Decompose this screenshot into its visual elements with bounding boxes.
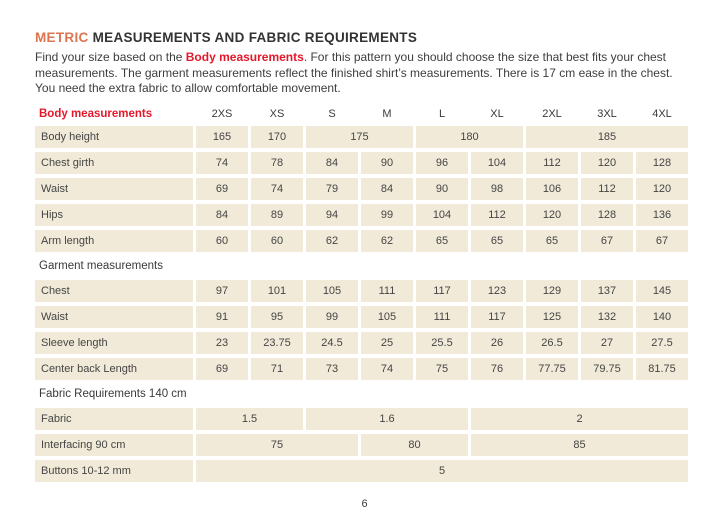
value-cell: 71 [251, 358, 303, 380]
value-cell: 185 [526, 126, 688, 148]
value-cell: 98 [471, 178, 523, 200]
section-row [35, 256, 688, 276]
value-cell: 73 [306, 358, 358, 380]
intro-bold-phrase: Body measurements [185, 50, 304, 64]
row-label: Chest [35, 280, 193, 302]
value-cell: 69 [196, 178, 248, 200]
value-cell: 175 [306, 126, 413, 148]
size-header: L [438, 108, 446, 120]
value-cell: 117 [471, 306, 523, 328]
value-cell: 105 [306, 280, 358, 302]
size-header: 2XS [211, 108, 233, 120]
value-cell: 27 [581, 332, 633, 354]
table-row [35, 152, 688, 174]
value-cell: 104 [471, 152, 523, 174]
value-cell: 76 [471, 358, 523, 380]
section-row [35, 384, 688, 404]
value-cell: 101 [251, 280, 303, 302]
value-cell: 74 [251, 178, 303, 200]
value-cell: 78 [251, 152, 303, 174]
value-cell: 74 [196, 152, 248, 174]
value-cell: 104 [416, 204, 468, 226]
page-title [35, 30, 695, 45]
value-cell: 26 [471, 332, 523, 354]
value-cell: 24.5 [306, 332, 358, 354]
value-cell: 96 [416, 152, 468, 174]
row-label: Waist [35, 306, 193, 328]
value-cell: 23 [196, 332, 248, 354]
value-cell: 120 [636, 178, 688, 200]
intro-text-after: . For this pattern you should choose the size that best fits your chest measurements. The garment measurements reflect the finished shirt’s measurements. There is 17 cm ease in the chest. You need the extra fabric to allow comfortable movement. [35, 50, 673, 95]
value-cell: 62 [306, 230, 358, 252]
value-cell: 60 [196, 230, 248, 252]
size-header: XL [490, 108, 504, 120]
row-label: Arm length [35, 230, 193, 252]
value-cell: 99 [361, 204, 413, 226]
value-cell: 125 [526, 306, 578, 328]
value-cell: 90 [361, 152, 413, 174]
section-title: Garment measurements [39, 259, 163, 272]
value-cell: 79.75 [581, 358, 633, 380]
value-cell: 120 [526, 204, 578, 226]
value-cell: 94 [306, 204, 358, 226]
table-row [35, 306, 688, 328]
intro-text-before: Find your size based on the [35, 50, 186, 64]
value-cell: 84 [361, 178, 413, 200]
row-label: Fabric [35, 408, 193, 430]
value-cell: 129 [526, 280, 578, 302]
row-label: Chest girth [35, 152, 193, 174]
page-title-rest: MEASUREMENTS AND FABRIC REQUIREMENTS [88, 30, 418, 45]
value-cell: 5 [196, 460, 688, 482]
value-cell: 111 [416, 306, 468, 328]
size-header: 4XL [652, 108, 672, 120]
row-label: Body height [35, 126, 193, 148]
value-cell: 26.5 [526, 332, 578, 354]
table-row [35, 126, 688, 148]
value-cell: 132 [581, 306, 633, 328]
table-row [35, 408, 688, 430]
table-row [35, 358, 688, 380]
row-label: Interfacing 90 cm [35, 434, 193, 456]
value-cell: 95 [251, 306, 303, 328]
row-label: Sleeve length [35, 332, 193, 354]
value-cell: 111 [361, 280, 413, 302]
value-cell: 69 [196, 358, 248, 380]
value-cell: 65 [471, 230, 523, 252]
value-cell: 27.5 [636, 332, 688, 354]
page-title-highlight: METRIC [35, 30, 89, 45]
value-cell: 97 [196, 280, 248, 302]
value-cell: 112 [581, 178, 633, 200]
value-cell: 75 [416, 358, 468, 380]
value-cell: 140 [636, 306, 688, 328]
value-cell: 65 [526, 230, 578, 252]
row-label: Hips [35, 204, 193, 226]
value-cell: 79 [306, 178, 358, 200]
value-cell: 120 [581, 152, 633, 174]
value-cell: 137 [581, 280, 633, 302]
row-label: Buttons 10-12 mm [35, 460, 193, 482]
value-cell: 75 [196, 434, 358, 456]
value-cell: 84 [196, 204, 248, 226]
table-row [35, 434, 688, 456]
value-cell: 170 [251, 126, 303, 148]
value-cell: 145 [636, 280, 688, 302]
value-cell: 99 [306, 306, 358, 328]
table-row [35, 178, 688, 200]
value-cell: 105 [361, 306, 413, 328]
value-cell: 123 [471, 280, 523, 302]
value-cell: 128 [581, 204, 633, 226]
size-header: M [382, 108, 392, 120]
value-cell: 62 [361, 230, 413, 252]
value-cell: 25.5 [416, 332, 468, 354]
size-header: S [328, 108, 336, 120]
value-cell: 77.75 [526, 358, 578, 380]
value-cell: 81.75 [636, 358, 688, 380]
intro-paragraph [35, 50, 690, 97]
value-cell: 180 [416, 126, 523, 148]
value-cell: 112 [526, 152, 578, 174]
value-cell: 1.6 [306, 408, 468, 430]
value-cell: 80 [361, 434, 468, 456]
body-measurements-header: Body measurements [39, 108, 153, 120]
value-cell: 2 [471, 408, 688, 430]
value-cell: 89 [251, 204, 303, 226]
table-row [35, 204, 688, 226]
value-cell: 165 [196, 126, 248, 148]
row-label: Waist [35, 178, 193, 200]
value-cell: 117 [416, 280, 468, 302]
section-title: Fabric Requirements 140 cm [39, 387, 187, 400]
value-cell: 85 [471, 434, 688, 456]
value-cell: 136 [636, 204, 688, 226]
table-row [35, 332, 688, 354]
value-cell: 91 [196, 306, 248, 328]
value-cell: 128 [636, 152, 688, 174]
value-cell: 67 [581, 230, 633, 252]
page-number: 6 [361, 497, 368, 510]
value-cell: 84 [306, 152, 358, 174]
measurements-table [32, 103, 691, 486]
value-cell: 90 [416, 178, 468, 200]
value-cell: 106 [526, 178, 578, 200]
value-cell: 1.5 [196, 408, 303, 430]
value-cell: 25 [361, 332, 413, 354]
table-header-row [35, 107, 688, 122]
value-cell: 60 [251, 230, 303, 252]
size-header: 2XL [542, 108, 562, 120]
value-cell: 65 [416, 230, 468, 252]
table-row [35, 230, 688, 252]
row-label: Center back Length [35, 358, 193, 380]
value-cell: 112 [471, 204, 523, 226]
size-header: 3XL [597, 108, 617, 120]
value-cell: 67 [636, 230, 688, 252]
value-cell: 74 [361, 358, 413, 380]
value-cell: 23.75 [251, 332, 303, 354]
size-header: XS [269, 108, 285, 120]
table-row [35, 280, 688, 302]
table-row [35, 460, 688, 482]
